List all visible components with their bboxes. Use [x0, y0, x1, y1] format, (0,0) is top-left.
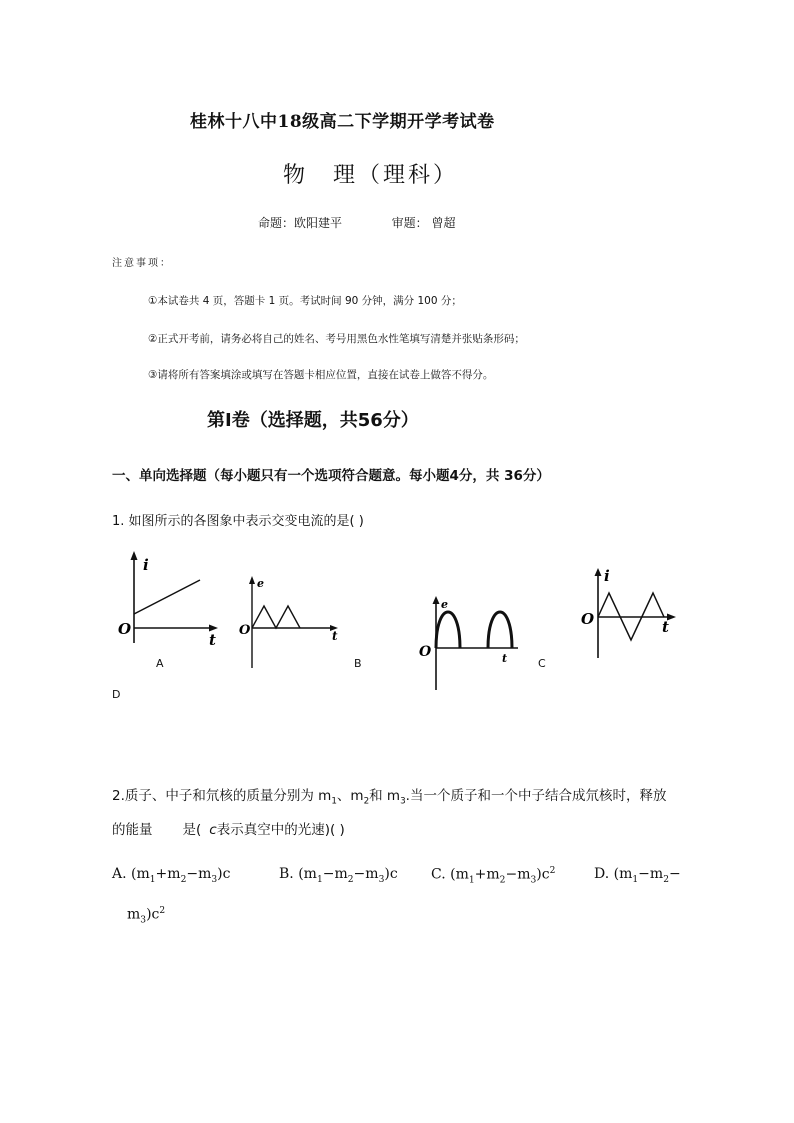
graph-a-x-label: t	[209, 631, 216, 648]
section-title: 一、单向选择题（每小题只有一个选项符合题意。每小题4分，共 36分）	[112, 468, 550, 484]
graph-b-y-arrow	[249, 576, 255, 584]
q2-option-d[interactable]: D. ($m_1-m_2-$	[594, 866, 681, 885]
graph-c-y-arrow	[433, 596, 440, 604]
graph-c-hump-2	[488, 612, 512, 648]
graph-d-option: D	[112, 688, 121, 701]
q2-option-a[interactable]: A. $(m_1+m_2-m_3)c$	[112, 866, 231, 885]
author-line	[258, 214, 456, 231]
graph-c-y-label: e	[441, 598, 448, 611]
question-2-line-1: 2.质子、中子和氘核的质量分别为 $m_1$、$m_2$和 $m_3$.当一个质子和一个中子结合成氘核时，释放	[112, 788, 667, 807]
graph-c-option: C	[538, 657, 546, 670]
q2-option-b[interactable]: B. $(m_1-m_2-m_3)c$	[279, 866, 398, 885]
q2-option-c[interactable]: C. $(m_1+m_2-m_3)c^2$	[431, 866, 556, 886]
reviewer-label: 审题： 曾超	[391, 216, 456, 230]
graph-a-y-label: i	[143, 556, 149, 574]
q2-option-d-continued: $m_3)c^2$	[127, 906, 166, 926]
part-title: 第I卷（选择题，共56分）	[207, 410, 419, 431]
graph-c	[414, 592, 529, 692]
graph-a	[112, 548, 222, 648]
graph-a-origin: O	[118, 620, 132, 638]
notice-item-2: ②正式开考前，请务必将自己的姓名、考号用黑色水性笔填写清楚并张贴条形码；	[148, 333, 525, 345]
graph-a-y-arrow	[131, 551, 138, 560]
graph-d-x-label: t	[662, 618, 669, 636]
graph-b-y-label: e	[257, 577, 264, 590]
notice-item-1: ①本试卷共 4 页，答题卡 1 页。考试时间 90 分钟，满分 100 分；	[148, 295, 462, 307]
notice-item-3: ③请将所有答案填涂或填写在答题卡相应位置，直接在试卷上做答不得分。	[148, 369, 494, 381]
author-label: 命题：欧阳建平	[258, 216, 343, 230]
question-1-stem: 1. 如图所示的各图象中表示交变电流的是( )	[112, 514, 364, 529]
graph-d-y-arrow	[595, 568, 602, 576]
graph-b	[236, 572, 346, 672]
graph-b-x-label: t	[332, 629, 338, 643]
question-2-line-2: 的能量 是( c表示真空中的光速)( )	[112, 822, 345, 838]
graph-d-y-label: i	[604, 567, 610, 585]
graph-b-curve	[252, 606, 300, 628]
graph-c-hump-1	[436, 612, 460, 648]
graph-a-option: A	[156, 657, 164, 670]
subject-title: 物 理（理科）	[283, 163, 459, 188]
graph-c-origin: O	[419, 644, 432, 660]
graph-b-origin: O	[239, 623, 251, 638]
notice-title: 注意事项：	[112, 258, 172, 269]
graph-d-origin: O	[581, 610, 595, 628]
graph-b-option: B	[354, 657, 362, 670]
school-title: 桂林十八中18级高二下学期开学考试卷	[190, 112, 495, 132]
graph-d	[578, 562, 688, 662]
graph-c-x-label: t	[502, 652, 508, 665]
graph-a-curve	[134, 580, 200, 614]
